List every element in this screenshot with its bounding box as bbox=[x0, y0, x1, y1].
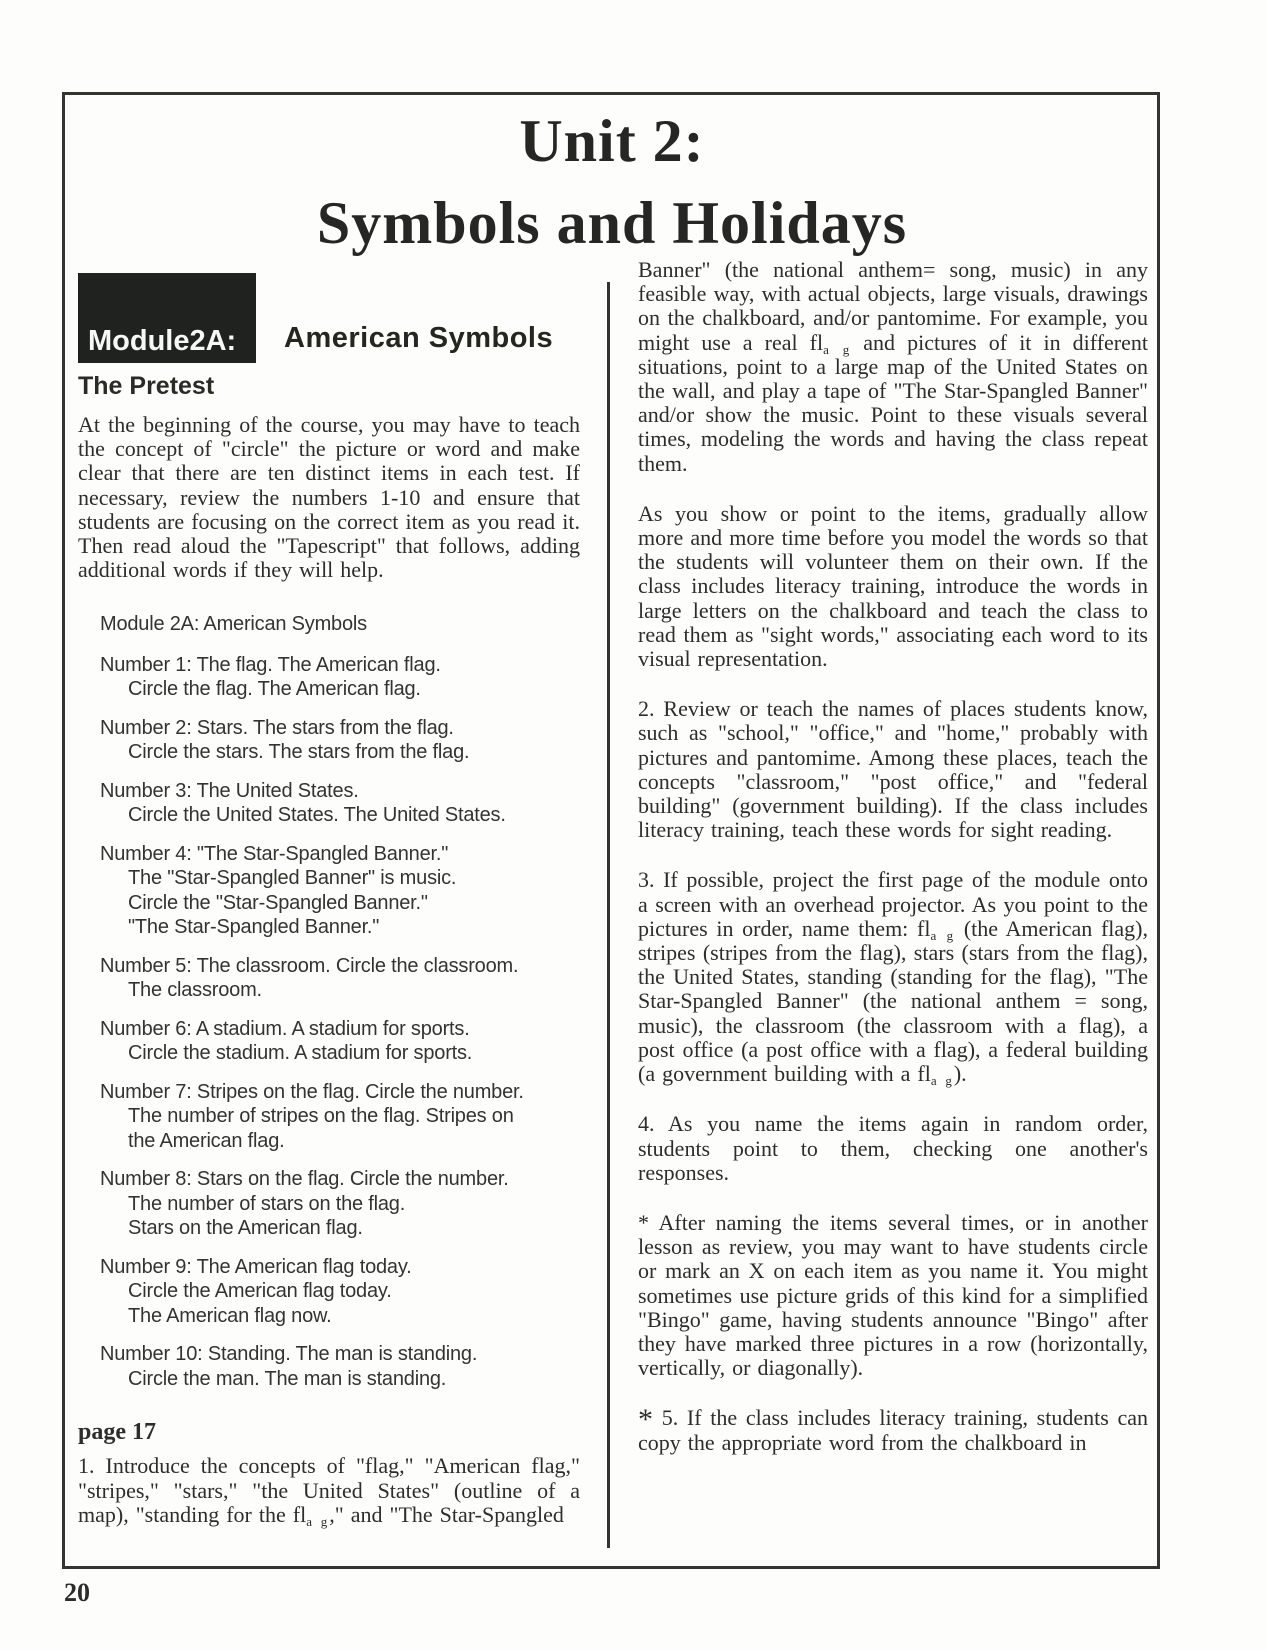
tapescript-continuation-line: the American flag. bbox=[128, 1129, 285, 1152]
body-paragraph: * After naming the items several times, or in another lesson as review, you may want to have students circle or mark an X on each item as you name it. You might sometimes use picture grids of this kind for a simplified "Bingo" game, having students announce "Bingo" after they have marked three pictures in a row (horizontally, vertically, or diagonally). bbox=[638, 1209, 1148, 1381]
tapescript-continuation-line: The classroom. bbox=[128, 979, 262, 1002]
tapescript-item bbox=[100, 1080, 580, 1154]
tapescript-continuation-line: The American flag now. bbox=[128, 1304, 332, 1327]
tapescript-line: Number 3: The United States. bbox=[100, 779, 359, 802]
tapescript-item bbox=[100, 1167, 580, 1241]
tapescript-continuation-line: Circle the American flag today. bbox=[128, 1280, 392, 1303]
body-paragraph: 2. Review or teach the names of places students know, such as "school," "office," and "home," probably with pictures and pantomime. Among these places, teach the concepts "classroom," "post office," and "federal building" (government building). If the class includes literacy training, teach these words for sight reading. bbox=[638, 696, 1148, 843]
tapescript-continuation-line: Circle the man. The man is standing. bbox=[128, 1367, 447, 1390]
tapescript-continuation-line: "The Star-Spangled Banner." bbox=[128, 916, 380, 939]
tapescript-line: Number 8: Stars on the flag. Circle the number. bbox=[100, 1168, 509, 1191]
tapescript-line: Number 9: The American flag today. bbox=[100, 1255, 412, 1278]
column-divider bbox=[607, 282, 610, 1548]
tapescript-item bbox=[100, 1342, 580, 1391]
right-column bbox=[638, 258, 1148, 1455]
tapescript-continuation-line: Circle the United States. The United States. bbox=[128, 804, 506, 827]
tapescript-line: Number 1: The flag. The American flag. bbox=[100, 653, 441, 676]
unit-title bbox=[62, 100, 1162, 264]
tapescript-block bbox=[100, 612, 580, 1391]
tapescript-item bbox=[100, 1017, 580, 1066]
page-reference: page 17 bbox=[78, 1419, 156, 1446]
left-column bbox=[78, 372, 580, 1527]
tapescript-line: Number 4: "The Star-Spangled Banner." bbox=[100, 842, 449, 865]
tapescript-line: Number 5: The classroom. Circle the classroom. bbox=[100, 954, 519, 977]
tapescript-continuation-line: Circle the stadium. A stadium for sports. bbox=[128, 1042, 473, 1065]
tapescript-continuation-line: Stars on the American flag. bbox=[128, 1217, 363, 1240]
tapescript-item bbox=[100, 716, 580, 765]
tapescript-continuation-line: Circle the flag. The American flag. bbox=[128, 678, 421, 701]
pretest-paragraph: At the beginning of the course, you may have to teach the concept of "circle" the picture or word and make clear that there are ten distinct items in each test. If necessary, review the numbers 1-10 and ensure that students are focusing on the correct item as you read it. Then read aloud the "Tapescript" that follows, adding additional words if they will help. bbox=[78, 412, 580, 583]
body-paragraph: As you show or point to the items, gradually allow more and more time before you model the words so that the students will volunteer them on their own. If the class includes literacy training, introduce the words in large letters on the chalkboard and teach the class to read them as "sight words," associating each word to its visual representation. bbox=[638, 500, 1148, 672]
page-number: 20 bbox=[64, 1578, 90, 1607]
tapescript-line: Number 6: A stadium. A stadium for sports. bbox=[100, 1017, 470, 1040]
tapescript-item bbox=[100, 842, 580, 940]
tapescript-continuation-line: The "Star-Spangled Banner" is music. bbox=[128, 867, 457, 890]
tapescript-heading: Module 2A: American Symbols bbox=[100, 613, 367, 636]
body-paragraph: * 5. If the class includes literacy training, students can copy the appropriate word from the chalkboard in bbox=[638, 1403, 1148, 1455]
tapescript-continuation-line: Circle the stars. The stars from the flag. bbox=[128, 741, 470, 764]
tapescript-continuation-line: The number of stars on the flag. bbox=[128, 1192, 406, 1215]
tapescript-line: Number 10: Standing. The man is standing. bbox=[100, 1343, 478, 1366]
pretest-heading: The Pretest bbox=[78, 372, 215, 400]
tapescript-item bbox=[100, 1255, 580, 1329]
footer-paragraph: 1. Introduce the concepts of "flag," "American flag," "stripes," "stars," "the United States" (outline of a map), "standing for the $fl_{a g}$," and "The Star-Spangled bbox=[78, 1453, 580, 1529]
tapescript-line: Number 2: Stars. The stars from the flag. bbox=[100, 716, 454, 739]
tapescript-item bbox=[100, 779, 580, 828]
module-title: American Symbols bbox=[284, 322, 554, 354]
tapescript-item bbox=[100, 653, 580, 702]
module-badge bbox=[78, 273, 256, 363]
tapescript-continuation-line: Circle the "Star-Spangled Banner." bbox=[128, 891, 428, 914]
body-paragraph: Banner" (the national anthem= song, music) in any feasible way, with actual objects, large visuals, drawings on the chalkboard, and/or pantomime. For example, you might use a real $fl_{a g}$ and pictures of it in different situations, point to a large map of the United States on the wall, and play a tape of "The Star-Spangled Banner" and/or show the music. Point to these visuals several times, modeling the words and having the class repeat them. bbox=[638, 257, 1148, 476]
unit-title-line2: Symbols and Holidays bbox=[316, 190, 908, 256]
body-paragraph: 4. As you name the items again in random order, students point to them, checking one another's responses. bbox=[638, 1111, 1148, 1185]
tapescript-item bbox=[100, 954, 580, 1003]
tapescript-items bbox=[100, 653, 580, 1392]
tapescript-continuation-line: The number of stripes on the flag. Stripes on bbox=[128, 1105, 514, 1128]
module-badge-label: Module2A: bbox=[88, 325, 237, 357]
tapescript-line: Number 7: Stripes on the flag. Circle the number. bbox=[100, 1080, 524, 1103]
body-paragraph: 3. If possible, project the first page of the module onto a screen with an overhead projector. As you point to the pictures in order, name them: $fl_{a g}$ (the American flag), stripes (stripes from the flag), stars (stars from the flag), the United States, standing (standing for the flag), "The Star-Spangled Banner" (the national anthem = song, music), the classroom (the classroom with a flag), a post office (a post office with a flag), a federal building (a government building with a $fl_{a g}$). bbox=[638, 867, 1148, 1089]
unit-title-line1: Unit 2: bbox=[519, 108, 705, 174]
